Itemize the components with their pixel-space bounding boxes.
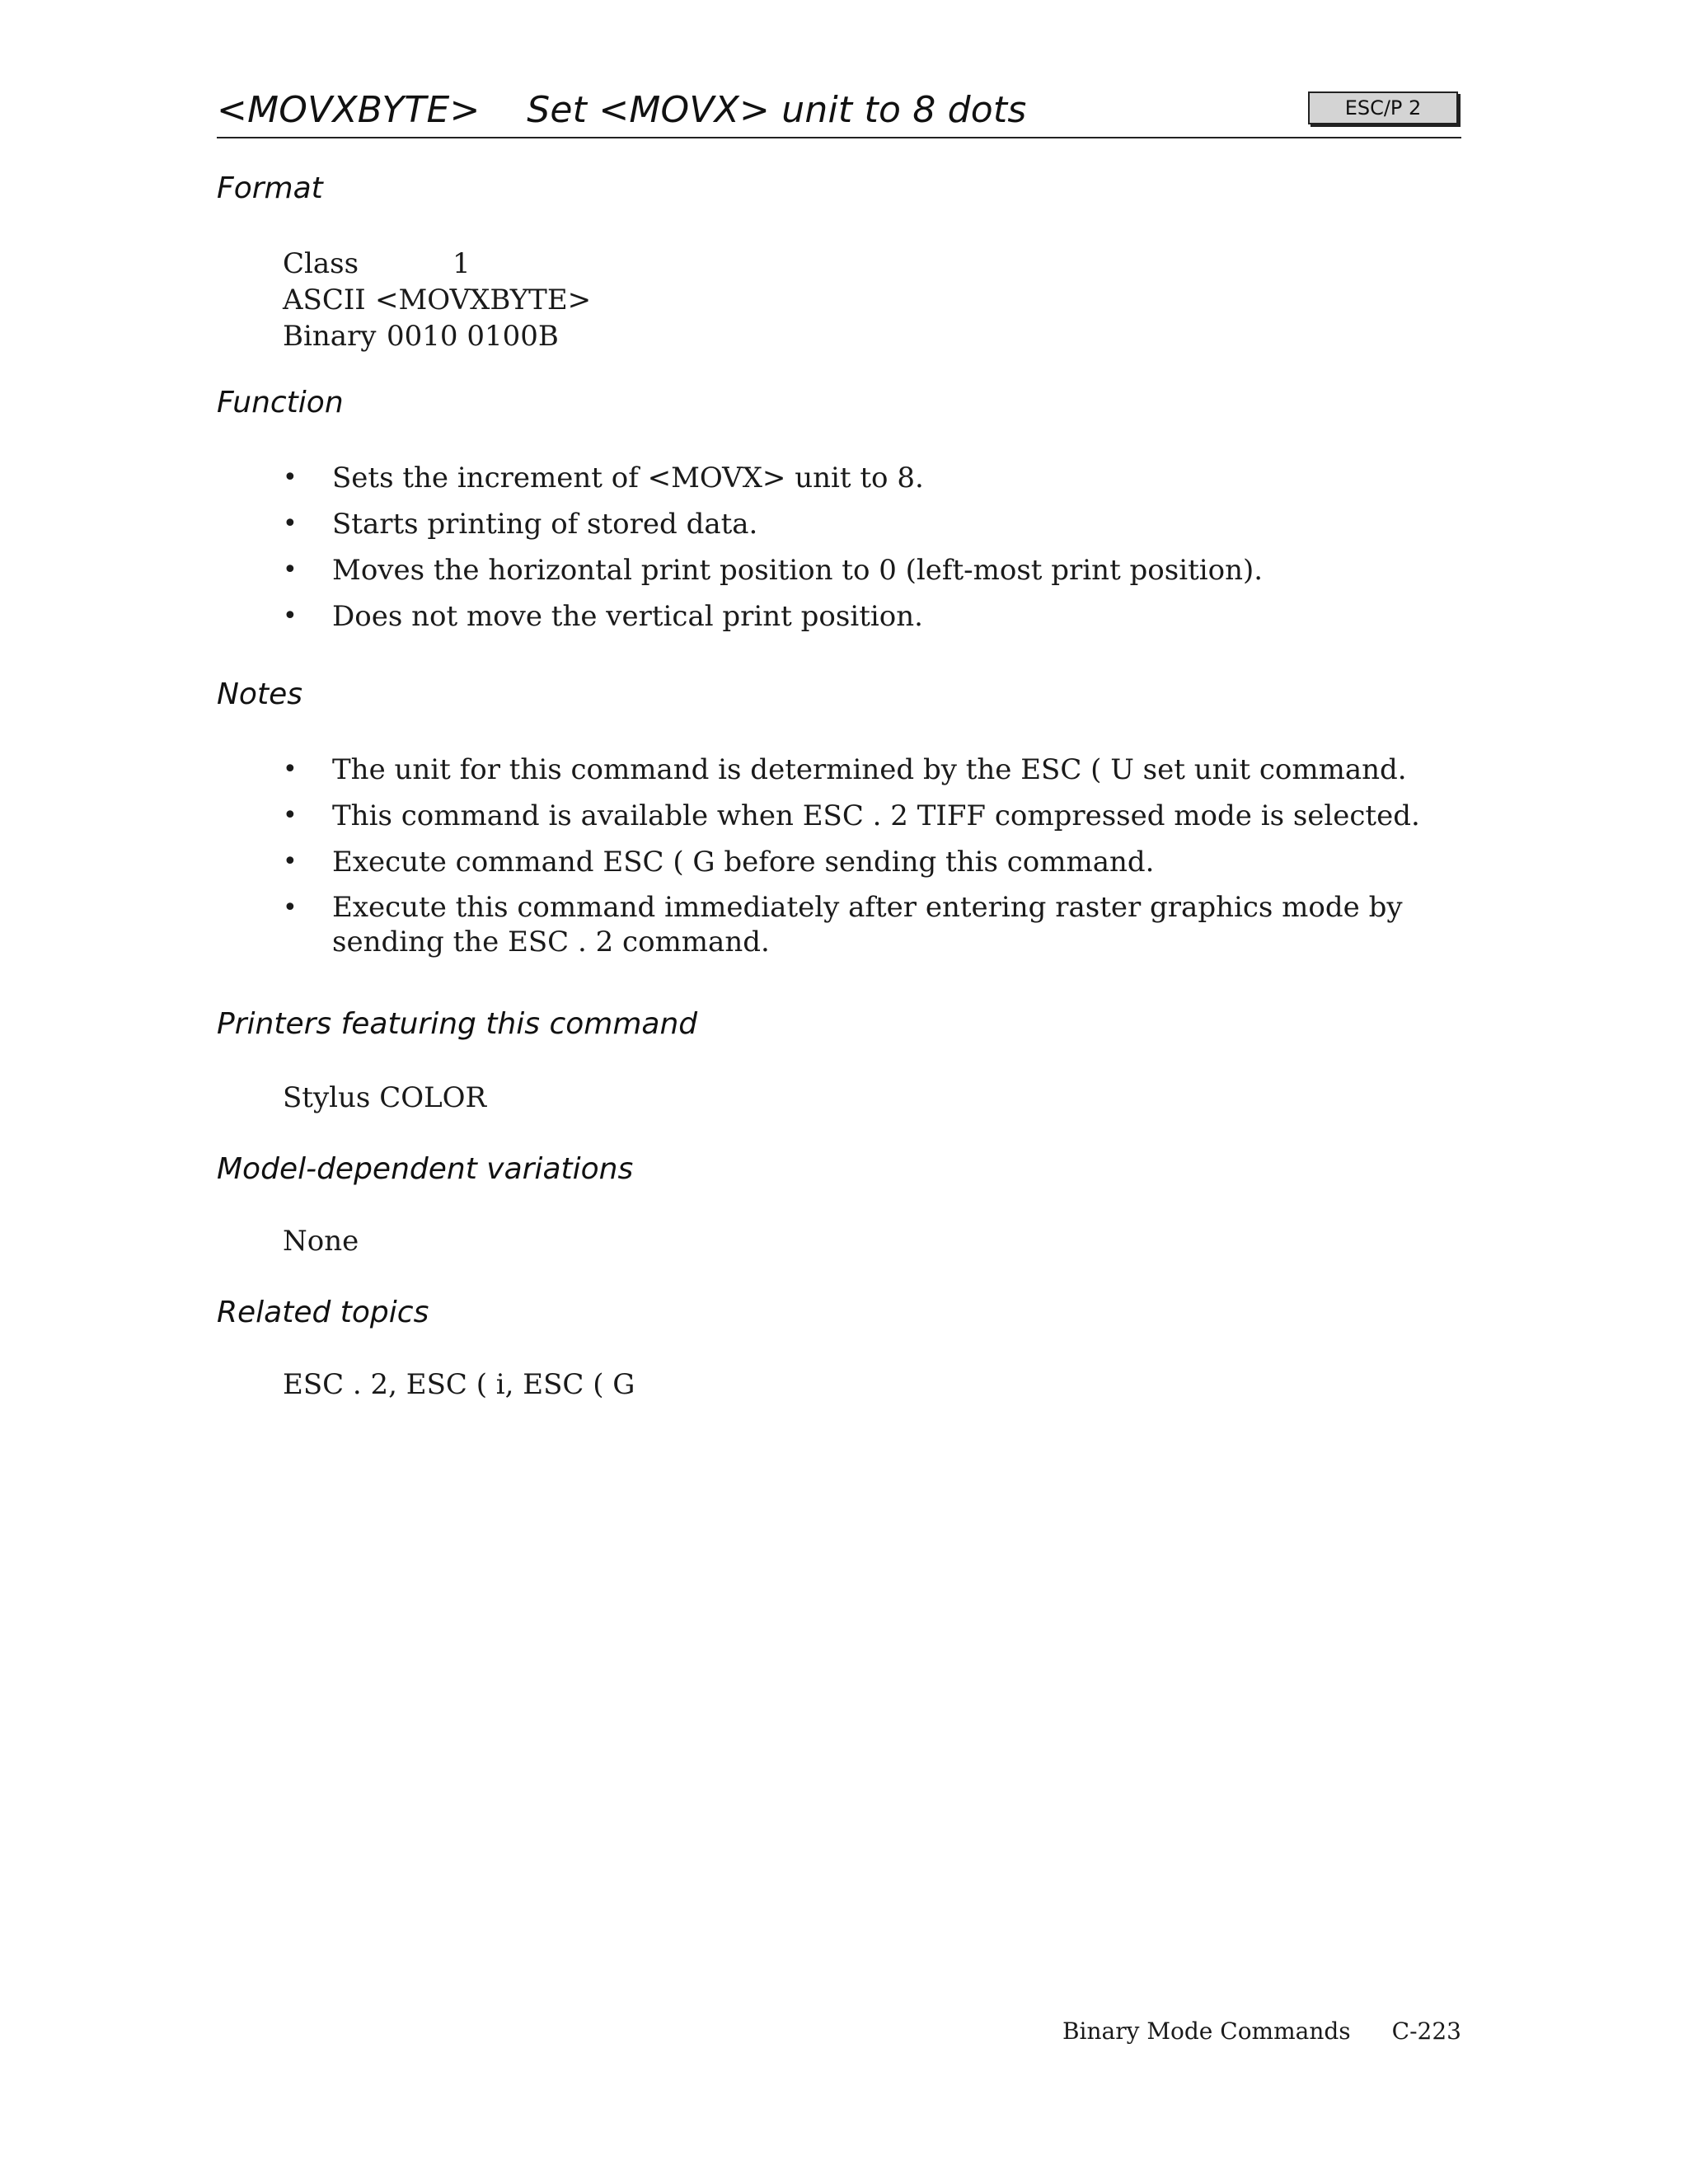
list-item-text: The unit for this command is determined by the ESC ( U set unit command.	[332, 753, 1407, 786]
function-list	[283, 460, 1461, 644]
format-block	[283, 246, 592, 354]
format-label: ASCII	[283, 284, 366, 316]
list-item	[283, 598, 1461, 635]
list-item	[283, 890, 1461, 959]
page-footer	[1062, 2018, 1461, 2045]
printers-heading: Printers featuring this command	[217, 1007, 698, 1041]
list-item	[283, 798, 1461, 834]
variations-text: None	[283, 1225, 359, 1258]
format-heading: Format	[217, 171, 323, 205]
bullet-icon: •	[283, 893, 298, 922]
list-item	[283, 552, 1461, 588]
document-page	[217, 0, 1461, 2184]
bullet-icon: •	[283, 847, 298, 876]
page-number: C-223	[1391, 2018, 1461, 2045]
list-item-text: Execute this command immediately after entering raster graphics mode by sending the ESC . 2 command.	[332, 891, 1403, 958]
related-heading: Related topics	[217, 1296, 429, 1329]
bullet-icon: •	[283, 463, 298, 492]
format-row-binary	[283, 318, 559, 354]
format-label: Class	[283, 247, 359, 280]
bullet-icon: •	[283, 602, 298, 630]
list-item-text: Execute command ESC ( G before sending this command.	[332, 846, 1155, 879]
bullet-icon: •	[283, 755, 298, 784]
list-item-text: Does not move the vertical print position.	[332, 600, 923, 633]
related-text: ESC . 2, ESC ( i, ESC ( G	[283, 1368, 635, 1401]
format-value: 0010 0100B	[387, 320, 559, 353]
list-item-text: Sets the increment of <MOVX> unit to 8.	[332, 462, 924, 494]
format-row-ascii	[283, 282, 592, 318]
list-item	[283, 460, 1461, 496]
bullet-icon: •	[283, 555, 298, 584]
format-value: 1	[452, 247, 471, 280]
esc-p2-badge: ESC/P 2	[1308, 91, 1458, 124]
format-label: Binary	[283, 320, 377, 353]
footer-section-label: Binary Mode Commands	[1062, 2018, 1351, 2045]
bullet-icon: •	[283, 509, 298, 538]
notes-list	[283, 752, 1461, 969]
notes-heading: Notes	[217, 677, 302, 711]
list-item	[283, 506, 1461, 542]
variations-heading: Model-dependent variations	[217, 1152, 634, 1186]
bullet-icon: •	[283, 801, 298, 830]
format-value: <MOVXBYTE>	[375, 284, 592, 316]
list-item-text: Starts printing of stored data.	[332, 508, 758, 541]
format-row-class	[283, 246, 471, 282]
function-heading: Function	[217, 386, 344, 419]
page-header	[217, 82, 1461, 138]
list-item	[283, 844, 1461, 880]
list-item	[283, 752, 1461, 788]
list-item-text: Moves the horizontal print position to 0 (left-most print position).	[332, 554, 1264, 587]
page-title: <MOVXBYTE> Set <MOVX> unit to 8 dots	[217, 89, 1027, 131]
list-item-text: This command is available when ESC . 2 TIFF compressed mode is selected.	[332, 799, 1420, 832]
printers-text: Stylus COLOR	[283, 1081, 487, 1114]
